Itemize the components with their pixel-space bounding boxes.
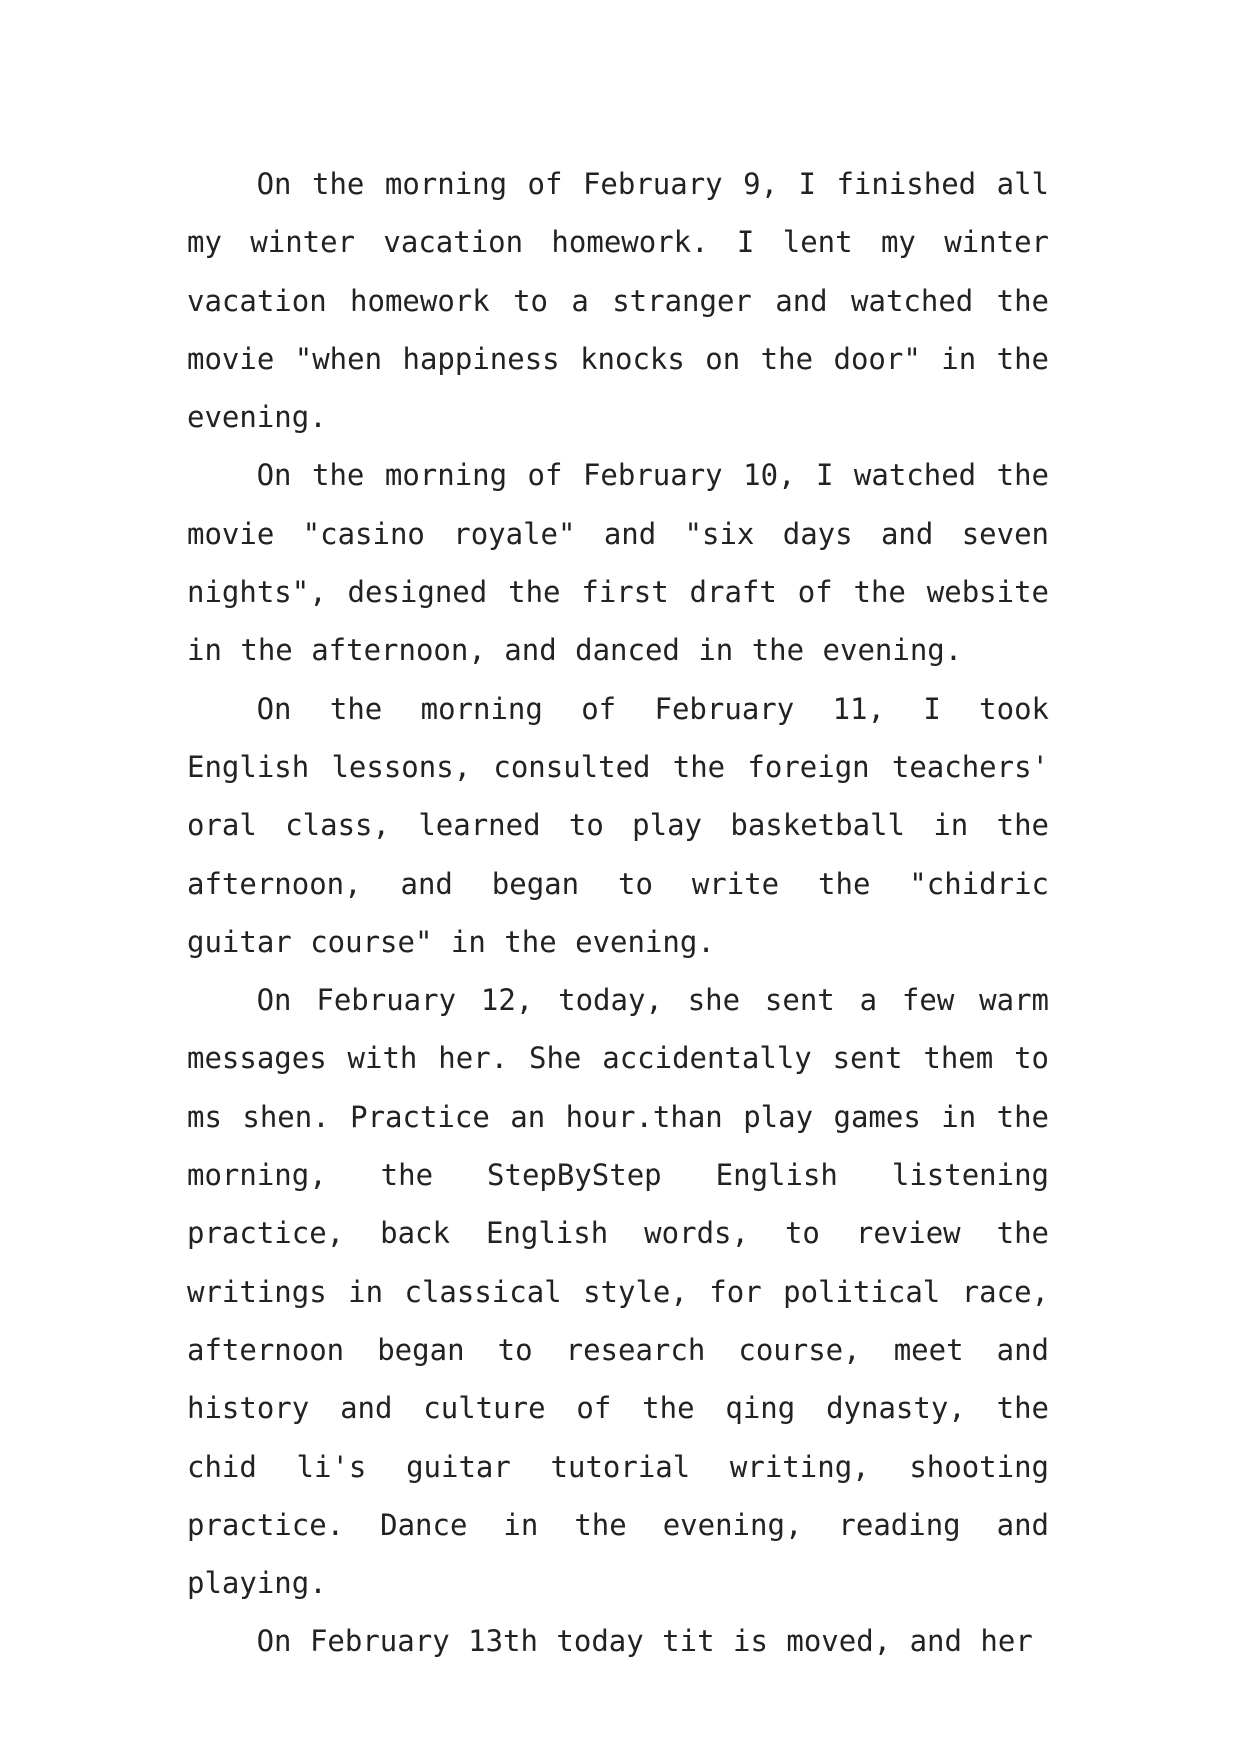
paragraph-feb-9: On the morning of February 9, I finished all my winter vacation homework. I lent my winter vacation homework to a stranger and watched the movie "when happiness knocks on the door" in the evening.: [187, 167, 1049, 435]
paragraph-feb-13: On February 13th today tit is moved, and her: [256, 1624, 1033, 1659]
paragraph-feb-11: On the morning of February 11, I took English lessons, consulted the foreign teachers' oral class, learned to play basketball in the afternoon, and began to write the "chidric guitar course" in the evening.: [187, 691, 1049, 959]
paragraph-feb-12: On February 12, today, she sent a few warm messages with her. She accidentally sent them to ms shen. Practice an hour.than play games in the morning, the StepByStep English listening practice, back English words, to review the writings in classical style, for political race, afternoon began to research course, meet and history and culture of the qing dynasty, the chid li's guitar tutorial writing, shooting practice. Dance in the evening, reading and playing.: [187, 983, 1049, 1601]
document-body: [187, 155, 1049, 1671]
paragraph-feb-10: On the morning of February 10, I watched the movie "casino royale" and "six days and seven nights", designed the first draft of the website in the afternoon, and danced in the evening.: [187, 458, 1049, 668]
